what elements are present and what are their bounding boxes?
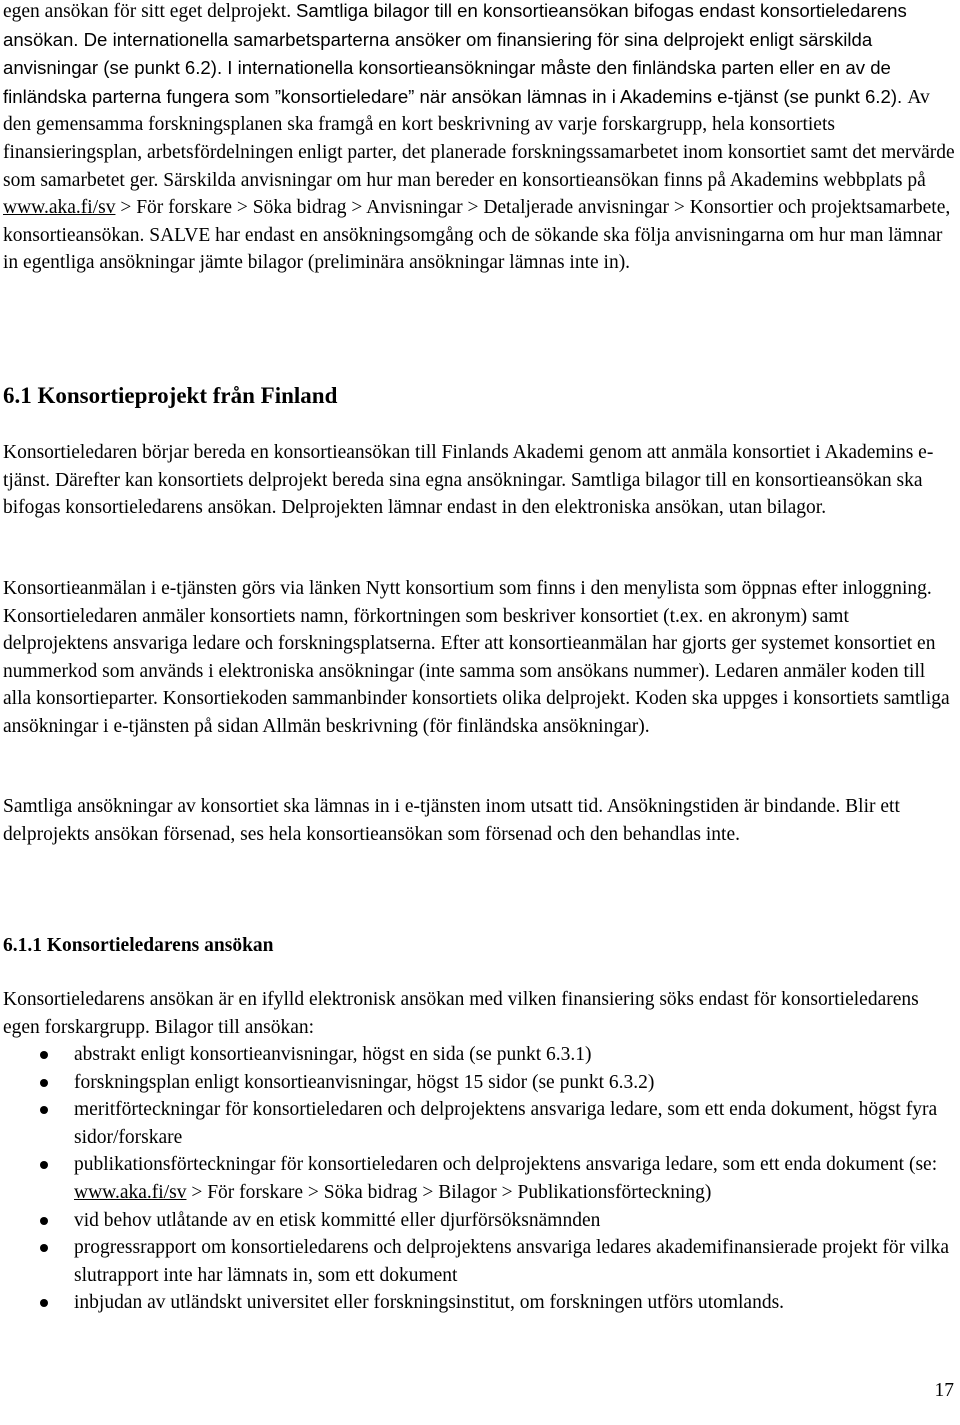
section-6-1-1-paragraph [3,986,955,1041]
list-item: progressrapport om konsortieledarens och delprojektens ansvariga ledares akademifinansierade projekt för vilka slutrapport inte har lämnats in, som ett dokument [3,1234,955,1289]
paragraph-text: Konsortieanmälan i e-tjänsten görs via länken Nytt konsortium som finns i den menylista som öppnas efter inloggning. Konsortieledaren anmäler konsortiets namn, förkortningen som beskriver konsortiet (t.ex. en akronym) samt delprojektens ansvariga ledare och forskningsplatserna. Efter att konsortieanmälan har gjorts ger systemet konsortiet en nummerkod som används i elektroniska ansökningar (inte samma som ansökans nummer). Ledaren anmäler koden till alla konsortieparter. Konsortiekoden sammanbinder konsortiets olika delprojekt. Koden ska uppges i konsortiets samtliga ansökningar i e-tjänsten på sidan Allmän beskrivning (för finländska ansökningar). [3,578,950,737]
aka-link[interactable]: www.aka.fi/sv [3,197,116,219]
bullet-icon [40,1106,48,1114]
paragraph-text: Konsortieledaren börjar bereda en konsortieansökan till Finlands Akademi genom att anmäla konsortiet i Akademins e-tjänst. Därefter kan konsortiets delprojekt bereda sina egna ansökningar. Samtliga bilagor till en konsortieansökan ska bifogas konsortieledarens ansökan. Delprojekten lämnar endast in den elektroniska ansökan, utan bilagor. [3,442,934,519]
section-6-1-paragraph-3 [3,793,955,848]
list-item: meritförteckningar för konsortieledaren och delprojektens ansvariga ledare, som ett enda dokument, högst fyra sidor/forskare [3,1096,955,1151]
intro-text-a: egen ansökan för sitt eget delprojekt. [3,1,296,22]
list-item: vid behov utlåtande av en etisk kommitté eller djurförsöksnämnden [3,1207,955,1235]
intro-text-b: Samtliga bilagor till en konsortieansökan bifogas endast konsortieledarens ansökan. De internationella samarbetsparterna ansöker om finansiering för sina delprojekt enligt särskilda anvisningar (se punkt 6.2). I internationella konsortieansökningar måste den finländska parten eller en av de finländska parterna fungera som ”konsortieledare” när ansökan lämnas in i Akademins e-tjänst (se punkt 6.2). [3,0,908,107]
bullet-icon [40,1217,48,1225]
bullet-icon [40,1079,48,1087]
bullet-icon [40,1051,48,1059]
bullet-icon [40,1161,48,1169]
list-item: abstrakt enligt konsortieanvisningar, högst en sida (se punkt 6.3.1) [3,1041,955,1069]
section-heading-6-1-1: 6.1.1 Konsortieledarens ansökan [3,935,274,956]
list-item: forskningsplan enligt konsortieanvisningar, högst 15 sidor (se punkt 6.3.2) [3,1069,955,1097]
intro-paragraph [3,0,955,277]
bullet-icon [40,1244,48,1252]
page-number: 17 [934,1380,954,1401]
section-6-1-paragraph-1 [3,439,955,522]
paragraph-text: Samtliga ansökningar av konsortiet ska lämnas in i e-tjänsten inom utsatt tid. Ansökningstiden är bindande. Blir ett delprojekts ansökan försenad, ses hela konsortieansökan som försenad och den behandlas inte. [3,796,900,845]
intro-text-c: Av den gemensamma forskningsplanen ska framgå en kort beskrivning av varje forskargrupp, hela konsortiets finansieringsplan, arbetsfördelningen enligt parter, det planerade forskningssamarbetet inom konsortiet samt det mervärde som samarbetet ger. Särskilda anvisningar om hur man bereder en konsortieansökan finns på Akademins webbplats på [3,86,955,191]
list-item: publikationsförteckningar för konsortieledaren och delprojektens ansvariga ledare, som ett enda dokument (se: www.aka.fi/sv > För forskare > Söka bidrag > Bilagor > Publikationsförteckning) [3,1151,955,1206]
bullet-icon [40,1299,48,1307]
intro-text-d: > För forskare > Söka bidrag > Anvisningar > Detaljerade anvisningar > Konsortier och projektsamarbete, konsortieansökan. SALVE har endast en ansökningsomgång och de sökande ska följa anvisningarna om hur man lämnar in egentliga ansökningar jämte bilagor (preliminära ansökningar lämnas inte in). [3,197,951,274]
section-6-1-paragraph-2 [3,575,955,741]
list-item: inbjudan av utländskt universitet eller forskningsinstitut, om forskningen utförs utomlands. [3,1289,955,1317]
section-heading-6-1: 6.1 Konsortieprojekt från Finland [3,383,338,408]
aka-link[interactable]: www.aka.fi/sv [74,1181,187,1203]
attachments-list [3,1041,955,1317]
paragraph-text: Konsortieledarens ansökan är en ifylld elektronisk ansökan med vilken finansiering söks endast för konsortieledarens egen forskargrupp. Bilagor till ansökan: [3,989,919,1038]
